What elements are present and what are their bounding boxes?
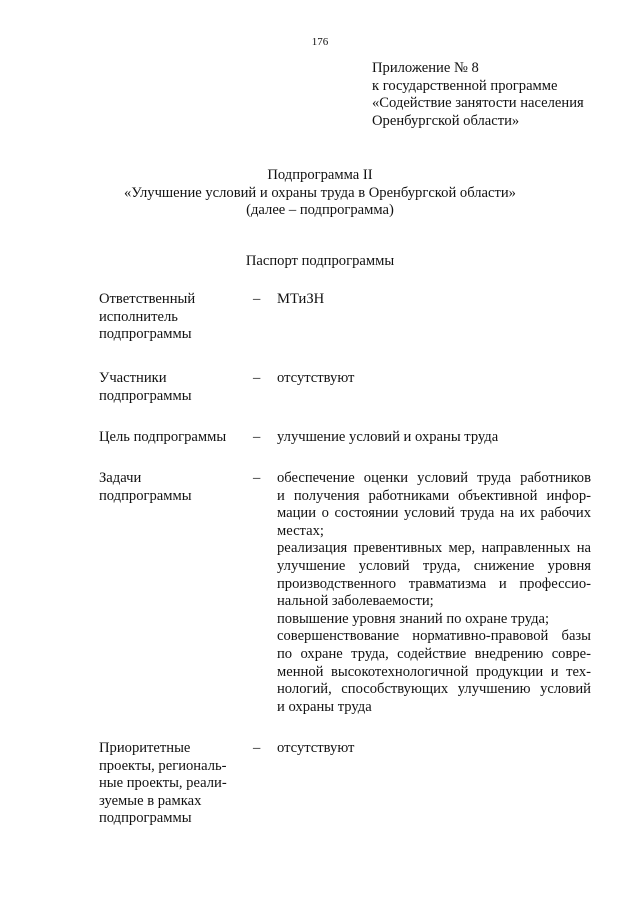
value-line: отсутствуют [277,740,355,756]
label-line: подпрограммы [99,810,192,827]
value-line: по охране труда, содействие внедрению совре- [277,645,591,662]
value-line: повышение уровня знаний по охране труда; [277,610,550,627]
value-line: менной высокотехнологичной продукции и тех- [277,663,591,680]
value-line: отсутствуют [277,370,355,386]
page-number: 176 [311,36,329,48]
passport-title: Паспорт подпрограммы [245,253,395,269]
label-line: Приоритетные [99,740,191,756]
label-line: Ответственный [99,291,196,307]
row-value [277,291,591,309]
value-line: реализация превентивных мер, направленных на [277,540,591,557]
appendix-line: «Содействие занятости населения [372,95,584,112]
dash-separator: – [253,370,261,386]
value-line: МТиЗН [277,291,325,307]
value-line: нальной заболеваемости; [277,593,434,610]
value-line: местах; [277,522,324,539]
subprogram-heading [0,167,640,220]
label-line: Участники [99,370,167,386]
label-line: ные проекты, реали- [99,775,227,792]
value-line: улучшение условий и охраны труда [277,429,499,445]
appendix-line: Оренбургской области» [372,112,520,129]
value-line: производственного травматизма и профессио- [277,575,591,592]
row-value [277,740,591,758]
value-line: и получения работниками объективной инфор- [277,487,591,504]
label-line: подпрограммы [99,487,192,504]
value-line: и охраны труда [277,698,372,715]
label-line: Цель подпрограммы [99,429,227,445]
value-line: мации о состоянии условий труда на их рабочих [277,505,591,522]
subprogram-number: Подпрограмма II [267,167,373,183]
appendix-line: к государственной программе [372,77,558,94]
dash-separator: – [253,470,261,486]
label-line: подпрограммы [99,326,192,343]
row-label [99,370,244,405]
subprogram-note: (далее – подпрограмма) [246,202,394,219]
row-label [99,470,244,505]
label-line: подпрограммы [99,387,192,404]
appendix-line: Приложение № 8 [372,60,479,76]
label-line: зуемые в рамках [99,792,202,809]
label-line: исполнитель [99,308,178,325]
value-line: улучшение условий труда, снижение уровня [277,557,591,574]
row-value [277,370,591,388]
row-label [99,429,244,447]
dash-separator: – [253,291,261,307]
subprogram-title: «Улучшение условий и охраны труда в Оренбургской области» [124,184,516,201]
value-line: совершенствование нормативно-правовой базы [277,628,591,645]
row-value [277,470,591,716]
value-line: нологий, способствующих улучшению условий [277,681,591,698]
row-label [99,740,244,828]
label-line: проекты, региональ- [99,757,227,774]
row-label [99,291,244,344]
label-line: Задачи [99,470,142,486]
row-value [277,429,591,447]
value-line: обеспечение оценки условий труда работников [277,470,591,486]
dash-separator: – [253,740,261,756]
appendix-reference [372,60,632,130]
dash-separator: – [253,429,261,445]
